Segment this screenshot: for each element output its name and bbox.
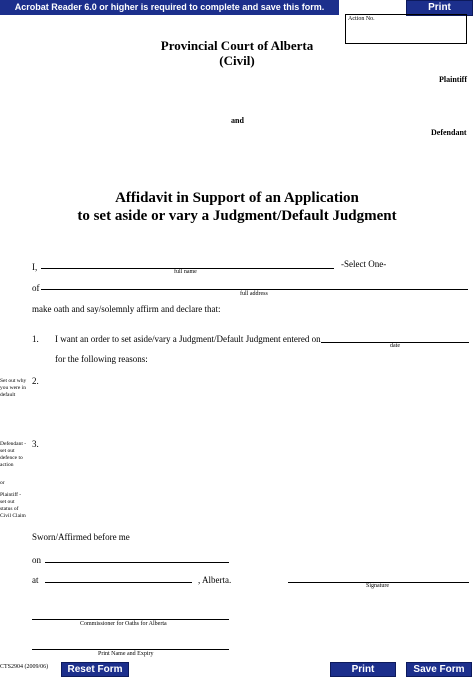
sworn-text: Sworn/Affirmed before me [32,532,130,542]
of-label: of [32,283,40,293]
and-label: and [231,116,244,125]
reasons-text: for the following reasons: [55,354,148,364]
at-label: at [32,575,39,585]
print-name-caption: Print Name and Expiry [98,651,154,657]
commissioner-signature-line[interactable] [32,619,229,620]
commissioner-name-field[interactable] [32,649,229,650]
print-button-top[interactable]: Print [406,0,473,16]
alberta-text: , Alberta. [198,575,232,585]
form-title-line2: to set aside or vary a Judgment/Default Judgment [77,208,397,224]
print-button-bottom[interactable]: Print [330,662,396,677]
full-name-caption: full name [174,269,197,275]
commissioner-caption: Commissioner for Oaths for Alberta [80,621,167,627]
oath-text: make oath and say/solemnly affirm and declare that: [32,304,221,314]
side-note-defendant: Defendant - set out defence to action [0,441,27,468]
signature-caption: Signature [366,583,389,589]
item2-number: 2. [32,376,39,386]
date-caption: date [390,343,400,349]
item2-text-area[interactable] [45,372,465,428]
full-address-caption: full address [240,291,268,297]
form-code: CTS2904 (2009/06) [0,664,49,670]
party-select[interactable]: -Select One- [341,259,387,269]
court-division: (Civil) [219,53,255,68]
full-address-field[interactable] [41,289,468,290]
acrobat-requirement-banner: Acrobat Reader 6.0 or higher is required to complete and save this form. [0,0,339,15]
side-note-default: Set out why you were in default [0,378,27,398]
item3-number: 3. [32,439,39,449]
item1-text: I want an order to set aside/vary a Judgment/Default Judgment entered on [55,334,321,344]
item3-text-area[interactable] [45,435,465,515]
defendant-label: Defendant [431,128,467,137]
reset-form-button[interactable]: Reset Form [61,662,129,677]
plaintiff-label: Plaintiff [439,75,467,84]
sworn-location-field[interactable] [45,582,192,583]
sworn-date-field[interactable] [45,562,229,563]
form-title-line1: Affidavit in Support of an Application [115,190,359,206]
on-label: on [32,555,41,565]
action-number-label: Action No. [348,16,375,22]
side-note-plaintiff: Plaintiff - set out status of Civil Claim [0,492,26,519]
court-name: Provincial Court of Alberta [160,38,314,53]
save-form-button[interactable]: Save Form [406,662,472,677]
i-label: I, [32,262,38,272]
side-note-or: or [0,480,5,486]
item1-number: 1. [32,334,39,344]
